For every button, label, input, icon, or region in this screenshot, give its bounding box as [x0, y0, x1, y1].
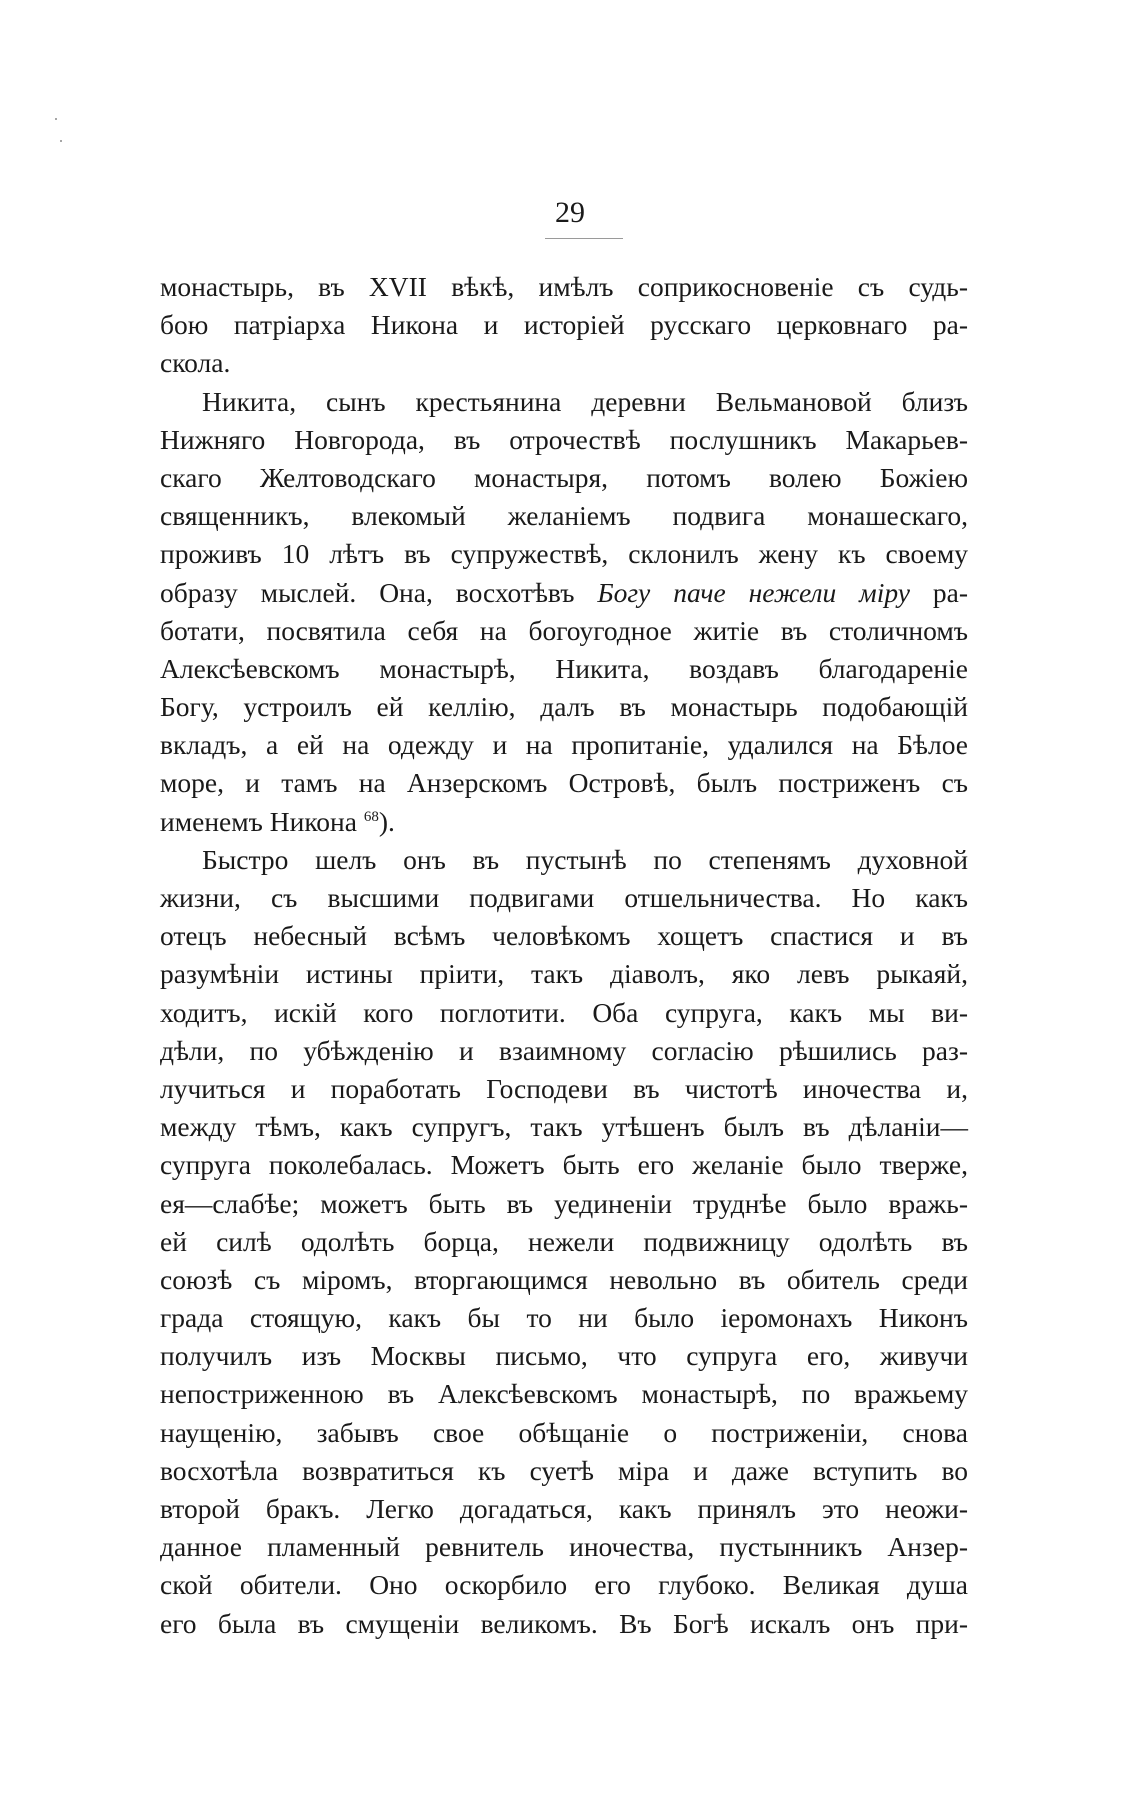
text-line: скаго Желтоводскаго монастыря, потомъ волею Божіею: [160, 461, 968, 493]
text-line: дѣли, по убѣжденію и взаимному согласію рѣшились раз-: [160, 1034, 968, 1066]
text-line: монастырь, въ XVII вѣкѣ, имѣлъ соприкосновеніе съ судь-: [160, 271, 968, 302]
footnote-reference: 68: [363, 808, 379, 825]
text-line: проживъ 10 лѣтъ въ супружествѣ, склонилъ жену къ своему: [160, 538, 968, 570]
text-line: ской обители. Оно оскорбило его глубоко. Великая душа: [160, 1569, 968, 1601]
text-segment: именемъ Никона: [160, 805, 364, 837]
text-line: второй бракъ. Легко догадаться, какъ принялъ это неожи-: [160, 1493, 968, 1524]
text-line: супруга поколебалась. Можетъ быть его желаніе было тверже,: [160, 1149, 968, 1181]
text-line: отецъ небесный всѣмъ человѣкомъ хощетъ спастися и въ: [160, 920, 968, 952]
page-number-rule: [545, 238, 623, 239]
text-segment: ра-: [909, 576, 968, 608]
text-line: ей силѣ одолѣть борца, нежели подвижницу одолѣть въ: [160, 1225, 968, 1257]
text-segment: образу мыслей. Она, восхотѣвъ: [160, 576, 598, 608]
text-line: получилъ изъ Москвы письмо, что супруга его, живучи: [160, 1340, 968, 1372]
text-line-with-emphasis: [160, 574, 968, 612]
text-line: Алексѣевскомъ монастырѣ, Никита, воздавъ благодареніе: [160, 652, 968, 684]
text-line: море, и тамъ на Анзерскомъ Островѣ, былъ постриженъ съ: [160, 767, 968, 799]
text-line: данное пламенный ревнитель иночества, пустынникъ Анзер-: [160, 1531, 968, 1563]
text-line: ея—слабѣе; можетъ быть въ уединеніи труднѣе было вражь-: [160, 1187, 968, 1219]
text-line: его была въ смущеніи великомъ. Въ Богѣ искалъ онъ при-: [160, 1607, 968, 1639]
text-line: лучиться и поработать Господеви въ чистотѣ иночества и,: [160, 1072, 968, 1104]
text-line: жизни, съ высшими подвигами отшельничества. Но какъ: [160, 882, 968, 913]
italic-phrase: Богу паче нежели міру: [597, 576, 910, 608]
text-line: разумѣніи истины пріити, такъ діаволъ, яко левъ рыкаяй,: [160, 958, 968, 990]
text-line: Никита, сынъ крестьянина деревни Вельмановой близъ: [202, 385, 968, 417]
text-line: града стоящую, какъ бы то ни было іеромонахъ Никонъ: [160, 1302, 968, 1334]
text-line: Нижняго Новгорода, въ отрочествѣ послушникъ Макарьев-: [160, 423, 968, 455]
text-line: наущенію, забывъ свое обѣщаніе о постриженіи, снова: [160, 1416, 968, 1448]
text-line-with-footnote: [160, 803, 968, 841]
text-line: Богу, устроилъ ей келлію, далъ въ монастырь подобающій: [160, 691, 968, 723]
text-line: священникъ, влекомый желаніемъ подвига монашескаго,: [160, 500, 968, 532]
text-line: бою патріарха Никона и исторіей русскаго церковнаго ра-: [160, 309, 968, 341]
text-line: вкладъ, а ей на одежду и на пропитаніе, удалился на Бѣлое: [160, 729, 968, 761]
text-line: Быстро шелъ онъ въ пустынѣ по степенямъ духовной: [202, 843, 968, 875]
text-line: скола.: [160, 347, 231, 379]
margin-speck: [60, 140, 62, 142]
page-number: 29: [555, 196, 585, 229]
text-line: ходитъ, искій кого поглотити. Оба супруга, какъ мы ви-: [160, 996, 968, 1028]
text-line: непостриженною въ Алексѣевскомъ монастырѣ, по вражьему: [160, 1378, 968, 1410]
text-segment: ).: [378, 805, 395, 837]
text-line: союзѣ съ міромъ, вторгающимся невольно въ обитель среди: [160, 1263, 968, 1295]
text-line: между тѣмъ, какъ супругъ, такъ утѣшенъ былъ въ дѣланіи—: [160, 1111, 968, 1143]
margin-speck: [55, 118, 57, 120]
body-text: [160, 268, 968, 1643]
text-line: ботати, посвятила себя на богоугодное житіе въ столичномъ: [160, 614, 968, 646]
text-line: восхотѣла возвратиться къ суетѣ міра и даже вступить во: [160, 1454, 968, 1486]
